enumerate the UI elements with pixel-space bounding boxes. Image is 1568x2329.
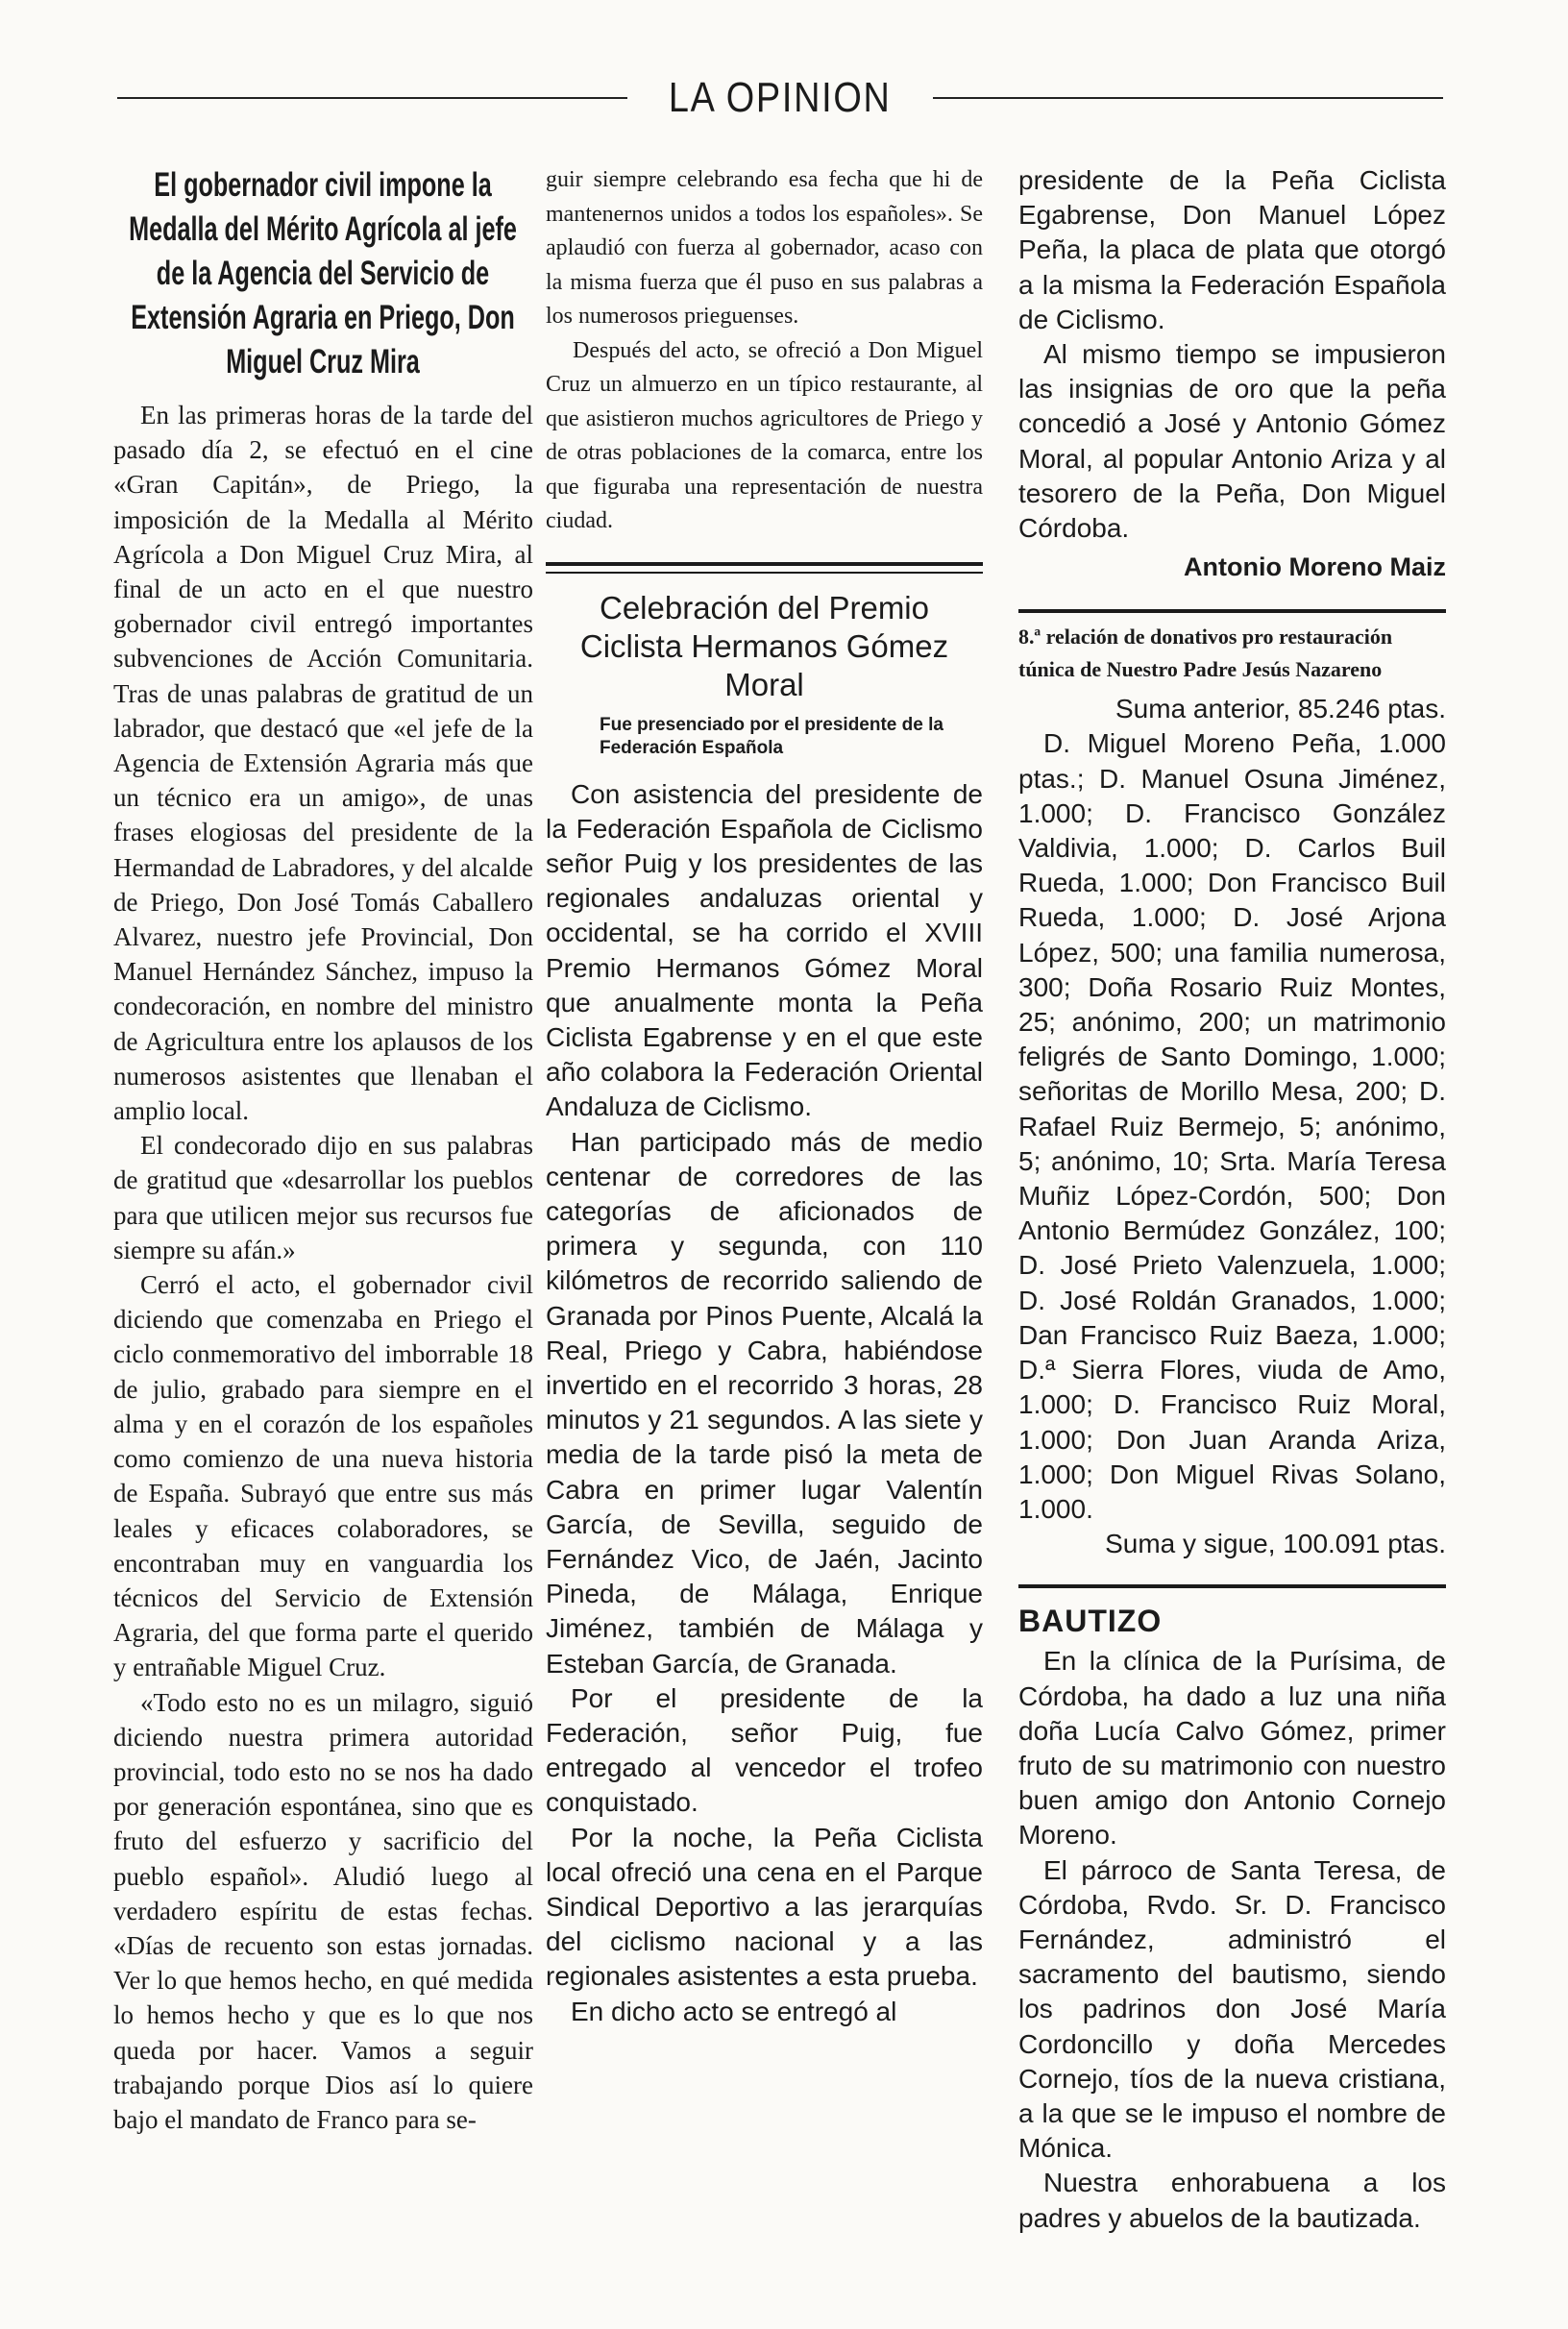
column-1 [113, 163, 533, 2137]
paragraph: Después del acto, se ofreció a Don Miguel Cruz un almuerzo en un típico restaurante, al que asistieron muchos agricultores de Priego y de otras poblaciones de la comarca, entre los que figuraba una representación de nuestra ciudad. [546, 337, 983, 533]
donations-previous-sum: Suma anterior, 85.246 ptas. [1115, 694, 1446, 724]
section-divider [1018, 609, 1446, 613]
masthead-title: LA OPINION [669, 74, 892, 121]
paragraph: «Todo esto no es un milagro, siguió diciendo nuestra primera autoridad provincial, todo esto no se nos ha dado por generación espontánea, sino que es fruto del esfuerzo y sacrificio del pueblo español». Aludió luego al verdadero espíritu de estas fechas. «Días de recuento son estas jornadas. Ver lo que hemos hecho, en qué medida lo hemos hecho y que es lo que nos queda por hacer. Vamos a seguir trabajando porque Dios así lo quiere bajo el mandato de Franco para se- [113, 1687, 533, 2134]
section-divider [1018, 1584, 1446, 1588]
donations-list: D. Miguel Moreno Peña, 1.000 ptas.; D. Manuel Osuna Jiménez, 1.000; D. Francisco González Valdivia, 1.000; D. Carlos Buil Rueda, 1.000; Don Francisco Buil Rueda, 1.000; D. José Arjona López, 500; una familia numerosa, 300; Doña Rosario Ruiz Montes, 25; anónimo, 200; un matrimonio feligrés de Santo Domingo, 1.000; señoritas de Morillo Mesa, 200; D. Rafael Ruiz Bermejo, 5; anónimo, 5; anónimo, 10; Srta. María Teresa Muñiz López-Cordón, 500; Don Antonio Bermúdez González, 100; D. José Prieto Valenzuela, 1.000; D. José Roldán Granados, 1.000; Dan Francisco Ruiz Baeza, 1.000; D.ª Sierra Flores, viuda de Amo, 1.000; D. Francisco Ruiz Moral, 1.000; Don Juan Aranda Ariza, 1.000; Don Miguel Rivas Solano, 1.000. [1018, 728, 1446, 1524]
article-signature: Antonio Moreno Maiz [1184, 552, 1446, 582]
paragraph: En la clínica de la Purísima, de Córdoba, ha dado a luz una niña doña Lucía Calvo Gómez, primer fruto de su matrimonio con nuestro buen amigo don Antonio Cornejo Moreno. [1018, 1646, 1446, 1851]
column-3 [1018, 163, 1446, 2236]
donations-headline: 8.ª relación de donativos pro restauración túnica de Nuestro Padre Jesús Nazareno [1018, 625, 1393, 682]
paragraph: Cerró el acto, el gobernador civil diciendo que comenzaba en Priego el ciclo conmemorativo del imborrable 18 de julio, grabado para siempre en el alma y en el corazón de los españoles como comienzo de una nueva historia de España. Subrayó que entre sus más leales y eficaces colaboradores, se encontraban muy en vanguardia los técnicos del Servicio de Extensión Agraria, del que forma parte el querido y entrañable Miguel Cruz. [113, 1270, 533, 1682]
paragraph: En las primeras horas de la tarde del pasado día 2, se efectuó en el cine «Gran Capitán», de Priego, la imposición de la Medalla al Mérito Agrícola a Don Miguel Cruz Mira, al final de un acto en el que nuestro gobernador civil entregó importantes subvenciones de Acción Comunitaria. Tras de unas palabras de gratitud de un labrador, que destacó que «el jefe de la Agencia de Extensión Agraria más que un técnico era un amigo», de unas frases elogiosas del presidente de la Hermandad de Labradores, y del alcalde de Priego, Don José Tomás Caballero Alvarez, nuestro jefe Provincial, Don Manuel Hernández Sánchez, impuso la condecoración, en nombre del ministro de Agricultura entre los aplausos de los numerosos asistentes que llenaban el amplio local. [113, 401, 533, 1126]
paragraph: El condecorado dijo en sus palabras de gratitud que «desarrollar los pueblos para que utilicen mejor sus recursos fue siempre su afán.» [113, 1131, 533, 1264]
article-subhead: Fue presenciado por el presidente de la Federación Española [600, 714, 943, 758]
masthead [117, 67, 1443, 129]
paragraph: Con asistencia del presidente de la Federación Española de Ciclismo señor Puig y los presidentes de las regionales andaluzas oriental y occidental, se ha corrido el XVIII Premio Hermanos Gómez Moral que anualmente monta la Peña Ciclista Egabrense y en el que este año colabora la Federación Oriental Andaluza de Ciclismo. [546, 778, 983, 1122]
paragraph: Por el presidente de la Federación, señor Puig, fue entregado al vencedor el trofeo conquistado. [546, 1682, 983, 1818]
paragraph: Han participado más de medio centenar de corredores de las categorías de aficionados de primera y segunda, con 110 kilómetros de recorrido saliendo de Granada por Pinos Puente, Alcalá la Real, Priego y Cabra, habiéndose invertido en el recorrido 3 horas, 28 minutos y 21 segundos. A las siete y media de la tarde pisó la meta de Cabra en primer lugar Valentín García, de Sevilla, seguido de Fernández Vico, de Jaén, Jacinto Pineda, de Málaga, Enrique Jiménez, también de Málaga y Esteban García, de Granada. [546, 1126, 983, 1679]
bautizo-headline: BAUTIZO [1018, 1604, 1163, 1639]
paragraph: guir siempre celebrando esa fecha que hi de mantenernos unidos a todos los españoles». Se aplaudió con fuerza al gobernador, acaso con la misma fuerza que él puso en sus palabras a los numerosos prieguenses. [546, 167, 983, 329]
masthead-rule-right [933, 97, 1443, 99]
masthead-rule-left [117, 97, 627, 99]
paragraph: presidente de la Peña Ciclista Egabrense, Don Manuel López Peña, la placa de plata que otorgó a la misma la Federación Española de Ciclismo. [1018, 165, 1446, 334]
article-headline-ciclismo: Celebración del Premio Ciclista Hermanos Gómez Moral [579, 589, 949, 702]
paragraph: El párroco de Santa Teresa, de Córdoba, Rvdo. Sr. D. Francisco Fernández, administró el sacramento del bautismo, siendo los padrinos don José María Cordoncillo y doña Mercedes Cornejo, tíos de la nueva cristiana, a la que se le impuso el nombre de Mónica. [1018, 1854, 1446, 2164]
article-headline-medalla: El gobernador civil impone la Medalla del Mérito Agrícola al jefe de la Agencia del Servicio de Extensión Agraria en Priego, Don Miguel Cruz Mira [129, 166, 517, 380]
donations-running-sum: Suma y sigue, 100.091 ptas. [1105, 1529, 1446, 1559]
section-divider-thin [546, 572, 983, 574]
paragraph: Nuestra enhorabuena a los padres y abuelos de la bautizada. [1018, 2168, 1446, 2233]
column-2 [546, 163, 983, 2029]
paragraph: Por la noche, la Peña Ciclista local ofreció una cena en el Parque Sindical Deportivo a las jerarquías del ciclismo nacional y a las regionales asistentes a esta prueba. [546, 1822, 983, 1992]
paragraph: En dicho acto se entregó al [571, 1996, 897, 2026]
paragraph: Al mismo tiempo se impusieron las insignias de oro que la peña concedió a José y Antonio Gómez Moral, al popular Antonio Ariza y al tesorero de la Peña, Don Miguel Córdoba. [1018, 339, 1446, 544]
section-divider [546, 562, 983, 566]
